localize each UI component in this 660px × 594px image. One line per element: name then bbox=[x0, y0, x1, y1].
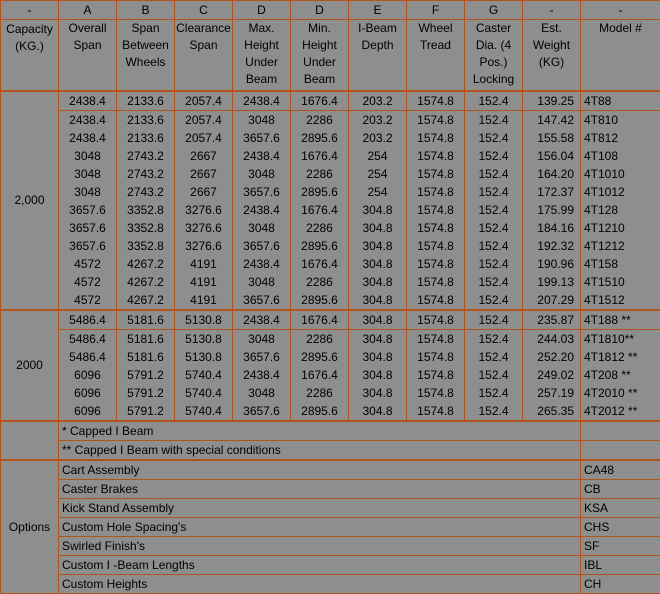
option-row bbox=[1, 499, 660, 518]
value-cell: 152.4 bbox=[465, 291, 523, 310]
value-cell: 3048 bbox=[233, 111, 291, 130]
model-cell: 4T2010 ** bbox=[581, 384, 660, 402]
value-cell: 4191 bbox=[175, 291, 233, 310]
value-cell: 4267.2 bbox=[117, 255, 175, 273]
value-cell: 152.4 bbox=[465, 237, 523, 255]
value-cell: 152.4 bbox=[465, 273, 523, 291]
value-cell: 2438.4 bbox=[233, 201, 291, 219]
value-cell: 304.8 bbox=[349, 291, 407, 310]
model-cell: 4T1812 ** bbox=[581, 348, 660, 366]
value-cell: 3048 bbox=[233, 330, 291, 349]
value-cell: 3048 bbox=[233, 384, 291, 402]
value-cell: 2743.2 bbox=[117, 183, 175, 201]
value-cell: 1574.8 bbox=[407, 111, 465, 130]
value-cell: 1574.8 bbox=[407, 219, 465, 237]
header-label-min-height: Min. Height Under Beam bbox=[291, 20, 349, 92]
value-cell: 152.4 bbox=[465, 310, 523, 330]
model-cell: 4T188 ** bbox=[581, 310, 660, 330]
weight-cell: 199.13 bbox=[523, 273, 581, 291]
header-letter: - bbox=[523, 1, 581, 20]
value-cell: 1574.8 bbox=[407, 330, 465, 349]
option-code: CHS bbox=[581, 518, 660, 537]
value-cell: 3657.6 bbox=[59, 237, 117, 255]
table-row bbox=[1, 219, 660, 237]
value-cell: 304.8 bbox=[349, 201, 407, 219]
header-label-caster-dia: Caster Dia. (4 Pos.) Locking bbox=[465, 20, 523, 92]
value-cell: 4191 bbox=[175, 273, 233, 291]
note-text: ** Capped I Beam with special conditions bbox=[59, 441, 581, 461]
value-cell: 254 bbox=[349, 165, 407, 183]
table-row bbox=[1, 129, 660, 147]
value-cell: 304.8 bbox=[349, 273, 407, 291]
value-cell: 2895.6 bbox=[291, 291, 349, 310]
value-cell: 304.8 bbox=[349, 237, 407, 255]
header-label-max-height: Max. Height Under Beam bbox=[233, 20, 291, 92]
value-cell: 1676.4 bbox=[291, 201, 349, 219]
value-cell: 2286 bbox=[291, 219, 349, 237]
value-cell: 3657.6 bbox=[233, 348, 291, 366]
header-letter: D bbox=[291, 1, 349, 20]
capacity-cell: 2000 bbox=[1, 310, 59, 421]
value-cell: 2133.6 bbox=[117, 129, 175, 147]
model-cell: 4T108 bbox=[581, 147, 660, 165]
option-row bbox=[1, 575, 660, 594]
value-cell: 3657.6 bbox=[233, 129, 291, 147]
value-cell: 2286 bbox=[291, 273, 349, 291]
header-label-capacity: Capacity (KG.) bbox=[1, 20, 59, 92]
value-cell: 304.8 bbox=[349, 310, 407, 330]
model-cell: 4T128 bbox=[581, 201, 660, 219]
value-cell: 304.8 bbox=[349, 402, 407, 421]
value-cell: 152.4 bbox=[465, 147, 523, 165]
value-cell: 1574.8 bbox=[407, 255, 465, 273]
value-cell: 203.2 bbox=[349, 111, 407, 130]
model-cell: 4T1510 bbox=[581, 273, 660, 291]
value-cell: 2438.4 bbox=[59, 91, 117, 111]
weight-cell: 190.96 bbox=[523, 255, 581, 273]
option-name: Custom I -Beam Lengths bbox=[59, 556, 581, 575]
value-cell: 2133.6 bbox=[117, 91, 175, 111]
option-code: CA48 bbox=[581, 460, 660, 480]
model-cell: 4T2012 ** bbox=[581, 402, 660, 421]
value-cell: 5130.8 bbox=[175, 330, 233, 349]
note-row bbox=[1, 441, 660, 461]
value-cell: 5791.2 bbox=[117, 402, 175, 421]
value-cell: 4191 bbox=[175, 255, 233, 273]
value-cell: 5181.6 bbox=[117, 330, 175, 349]
value-cell: 254 bbox=[349, 183, 407, 201]
value-cell: 2286 bbox=[291, 165, 349, 183]
weight-cell: 147.42 bbox=[523, 111, 581, 130]
model-cell: 4T810 bbox=[581, 111, 660, 130]
model-cell: 4T158 bbox=[581, 255, 660, 273]
value-cell: 3276.6 bbox=[175, 237, 233, 255]
value-cell: 2743.2 bbox=[117, 147, 175, 165]
model-cell: 4T1512 bbox=[581, 291, 660, 310]
header-label-row bbox=[1, 20, 660, 92]
value-cell: 2438.4 bbox=[233, 91, 291, 111]
value-cell: 2438.4 bbox=[233, 366, 291, 384]
table-row bbox=[1, 273, 660, 291]
value-cell: 304.8 bbox=[349, 255, 407, 273]
option-name: Caster Brakes bbox=[59, 480, 581, 499]
value-cell: 5740.4 bbox=[175, 384, 233, 402]
value-cell: 2667 bbox=[175, 165, 233, 183]
header-label-span-between-wheels: Span Between Wheels bbox=[117, 20, 175, 92]
value-cell: 2438.4 bbox=[59, 111, 117, 130]
table-row bbox=[1, 402, 660, 421]
value-cell: 152.4 bbox=[465, 201, 523, 219]
note-tail-cell bbox=[581, 441, 660, 461]
value-cell: 5791.2 bbox=[117, 366, 175, 384]
value-cell: 1574.8 bbox=[407, 201, 465, 219]
weight-cell: 155.58 bbox=[523, 129, 581, 147]
header-letter-row bbox=[1, 1, 660, 20]
weight-cell: 192.32 bbox=[523, 237, 581, 255]
value-cell: 2895.6 bbox=[291, 237, 349, 255]
value-cell: 3657.6 bbox=[233, 291, 291, 310]
capacity-cell: 2,000 bbox=[1, 91, 59, 310]
value-cell: 1676.4 bbox=[291, 310, 349, 330]
value-cell: 1574.8 bbox=[407, 129, 465, 147]
value-cell: 4267.2 bbox=[117, 291, 175, 310]
weight-cell: 235.87 bbox=[523, 310, 581, 330]
value-cell: 6096 bbox=[59, 384, 117, 402]
header-label-clearance-span: Clearance Span bbox=[175, 20, 233, 92]
value-cell: 2667 bbox=[175, 183, 233, 201]
value-cell: 2286 bbox=[291, 384, 349, 402]
weight-cell: 139.25 bbox=[523, 91, 581, 111]
table-row bbox=[1, 201, 660, 219]
value-cell: 304.8 bbox=[349, 219, 407, 237]
value-cell: 3657.6 bbox=[233, 183, 291, 201]
value-cell: 152.4 bbox=[465, 183, 523, 201]
value-cell: 152.4 bbox=[465, 129, 523, 147]
value-cell: 1676.4 bbox=[291, 91, 349, 111]
header-letter: A bbox=[59, 1, 117, 20]
value-cell: 4572 bbox=[59, 255, 117, 273]
option-code: SF bbox=[581, 537, 660, 556]
value-cell: 5181.6 bbox=[117, 348, 175, 366]
header-letter: - bbox=[1, 1, 59, 20]
table-row bbox=[1, 330, 660, 349]
value-cell: 1676.4 bbox=[291, 255, 349, 273]
value-cell: 5740.4 bbox=[175, 366, 233, 384]
value-cell: 2895.6 bbox=[291, 183, 349, 201]
value-cell: 1676.4 bbox=[291, 147, 349, 165]
value-cell: 203.2 bbox=[349, 129, 407, 147]
value-cell: 3048 bbox=[233, 165, 291, 183]
value-cell: 152.4 bbox=[465, 111, 523, 130]
header-letter: B bbox=[117, 1, 175, 20]
weight-cell: 207.29 bbox=[523, 291, 581, 310]
table-row bbox=[1, 255, 660, 273]
options-label: Options bbox=[1, 460, 59, 594]
model-cell: 4T1212 bbox=[581, 237, 660, 255]
note-row bbox=[1, 421, 660, 441]
value-cell: 2895.6 bbox=[291, 129, 349, 147]
option-row bbox=[1, 480, 660, 499]
value-cell: 5486.4 bbox=[59, 310, 117, 330]
value-cell: 304.8 bbox=[349, 384, 407, 402]
value-cell: 152.4 bbox=[465, 330, 523, 349]
value-cell: 2286 bbox=[291, 111, 349, 130]
option-row bbox=[1, 460, 660, 480]
option-code: KSA bbox=[581, 499, 660, 518]
value-cell: 3048 bbox=[59, 147, 117, 165]
value-cell: 2895.6 bbox=[291, 348, 349, 366]
value-cell: 152.4 bbox=[465, 402, 523, 421]
value-cell: 2743.2 bbox=[117, 165, 175, 183]
header-letter: G bbox=[465, 1, 523, 20]
value-cell: 3276.6 bbox=[175, 219, 233, 237]
value-cell: 2057.4 bbox=[175, 111, 233, 130]
value-cell: 1574.8 bbox=[407, 273, 465, 291]
value-cell: 2286 bbox=[291, 330, 349, 349]
weight-cell: 252.20 bbox=[523, 348, 581, 366]
value-cell: 3657.6 bbox=[59, 201, 117, 219]
value-cell: 1574.8 bbox=[407, 366, 465, 384]
table-row bbox=[1, 366, 660, 384]
note-tail-cell bbox=[581, 421, 660, 441]
value-cell: 152.4 bbox=[465, 366, 523, 384]
value-cell: 152.4 bbox=[465, 255, 523, 273]
value-cell: 4572 bbox=[59, 273, 117, 291]
value-cell: 5130.8 bbox=[175, 348, 233, 366]
value-cell: 304.8 bbox=[349, 366, 407, 384]
table-row bbox=[1, 91, 660, 111]
value-cell: 1574.8 bbox=[407, 384, 465, 402]
value-cell: 1574.8 bbox=[407, 165, 465, 183]
value-cell: 2133.6 bbox=[117, 111, 175, 130]
table-row bbox=[1, 384, 660, 402]
weight-cell: 172.37 bbox=[523, 183, 581, 201]
table-row bbox=[1, 183, 660, 201]
weight-cell: 265.35 bbox=[523, 402, 581, 421]
option-row bbox=[1, 556, 660, 575]
value-cell: 3352.8 bbox=[117, 237, 175, 255]
value-cell: 2895.6 bbox=[291, 402, 349, 421]
value-cell: 1676.4 bbox=[291, 366, 349, 384]
header-label-ibeam-depth: I-Beam Depth bbox=[349, 20, 407, 92]
value-cell: 254 bbox=[349, 147, 407, 165]
value-cell: 3048 bbox=[233, 273, 291, 291]
value-cell: 3657.6 bbox=[233, 237, 291, 255]
value-cell: 3048 bbox=[59, 183, 117, 201]
weight-cell: 156.04 bbox=[523, 147, 581, 165]
option-code: CB bbox=[581, 480, 660, 499]
model-cell: 4T1210 bbox=[581, 219, 660, 237]
header-label-model: Model # bbox=[581, 20, 660, 92]
option-code: CH bbox=[581, 575, 660, 594]
value-cell: 3276.6 bbox=[175, 201, 233, 219]
header-letter: - bbox=[581, 1, 660, 20]
value-cell: 5130.8 bbox=[175, 310, 233, 330]
value-cell: 304.8 bbox=[349, 330, 407, 349]
option-name: Cart Assembly bbox=[59, 460, 581, 480]
value-cell: 152.4 bbox=[465, 348, 523, 366]
value-cell: 152.4 bbox=[465, 165, 523, 183]
header-letter: F bbox=[407, 1, 465, 20]
spec-table-body bbox=[1, 1, 660, 594]
note-text: * Capped I Beam bbox=[59, 421, 581, 441]
value-cell: 3048 bbox=[59, 165, 117, 183]
weight-cell: 184.16 bbox=[523, 219, 581, 237]
option-name: Custom Hole Spacing's bbox=[59, 518, 581, 537]
header-letter: C bbox=[175, 1, 233, 20]
table-row bbox=[1, 147, 660, 165]
value-cell: 2057.4 bbox=[175, 91, 233, 111]
table-row bbox=[1, 310, 660, 330]
value-cell: 2667 bbox=[175, 147, 233, 165]
table-row bbox=[1, 291, 660, 310]
value-cell: 152.4 bbox=[465, 384, 523, 402]
header-letter: E bbox=[349, 1, 407, 20]
value-cell: 3352.8 bbox=[117, 201, 175, 219]
value-cell: 3657.6 bbox=[59, 219, 117, 237]
value-cell: 3657.6 bbox=[233, 402, 291, 421]
header-label-overall-span: Overall Span bbox=[59, 20, 117, 92]
value-cell: 5181.6 bbox=[117, 310, 175, 330]
table-row bbox=[1, 348, 660, 366]
option-code: IBL bbox=[581, 556, 660, 575]
value-cell: 3352.8 bbox=[117, 219, 175, 237]
weight-cell: 249.02 bbox=[523, 366, 581, 384]
value-cell: 4267.2 bbox=[117, 273, 175, 291]
option-name: Swirled Finish's bbox=[59, 537, 581, 556]
table-row bbox=[1, 237, 660, 255]
value-cell: 4572 bbox=[59, 291, 117, 310]
value-cell: 3048 bbox=[233, 219, 291, 237]
model-cell: 4T1012 bbox=[581, 183, 660, 201]
value-cell: 2057.4 bbox=[175, 129, 233, 147]
value-cell: 6096 bbox=[59, 402, 117, 421]
value-cell: 1574.8 bbox=[407, 310, 465, 330]
weight-cell: 164.20 bbox=[523, 165, 581, 183]
value-cell: 1574.8 bbox=[407, 402, 465, 421]
option-name: Kick Stand Assembly bbox=[59, 499, 581, 518]
model-cell: 4T208 ** bbox=[581, 366, 660, 384]
value-cell: 6096 bbox=[59, 366, 117, 384]
header-label-est-weight: Est. Weight (KG) bbox=[523, 20, 581, 92]
model-cell: 4T1810** bbox=[581, 330, 660, 349]
value-cell: 2438.4 bbox=[59, 129, 117, 147]
value-cell: 5486.4 bbox=[59, 330, 117, 349]
value-cell: 152.4 bbox=[465, 219, 523, 237]
model-cell: 4T88 bbox=[581, 91, 660, 111]
value-cell: 203.2 bbox=[349, 91, 407, 111]
option-name: Custom Heights bbox=[59, 575, 581, 594]
value-cell: 1574.8 bbox=[407, 183, 465, 201]
value-cell: 2438.4 bbox=[233, 255, 291, 273]
table-row bbox=[1, 165, 660, 183]
value-cell: 1574.8 bbox=[407, 237, 465, 255]
value-cell: 304.8 bbox=[349, 348, 407, 366]
table-row bbox=[1, 111, 660, 130]
notes-blank-cell bbox=[1, 421, 59, 460]
option-row bbox=[1, 537, 660, 556]
weight-cell: 244.03 bbox=[523, 330, 581, 349]
value-cell: 2438.4 bbox=[233, 310, 291, 330]
option-row bbox=[1, 518, 660, 537]
value-cell: 1574.8 bbox=[407, 147, 465, 165]
weight-cell: 175.99 bbox=[523, 201, 581, 219]
value-cell: 2438.4 bbox=[233, 147, 291, 165]
value-cell: 1574.8 bbox=[407, 291, 465, 310]
value-cell: 1574.8 bbox=[407, 91, 465, 111]
header-label-wheel-tread: Wheel Tread bbox=[407, 20, 465, 92]
value-cell: 5740.4 bbox=[175, 402, 233, 421]
value-cell: 5486.4 bbox=[59, 348, 117, 366]
value-cell: 1574.8 bbox=[407, 348, 465, 366]
value-cell: 152.4 bbox=[465, 91, 523, 111]
value-cell: 5791.2 bbox=[117, 384, 175, 402]
weight-cell: 257.19 bbox=[523, 384, 581, 402]
model-cell: 4T1010 bbox=[581, 165, 660, 183]
model-cell: 4T812 bbox=[581, 129, 660, 147]
header-letter: D bbox=[233, 1, 291, 20]
